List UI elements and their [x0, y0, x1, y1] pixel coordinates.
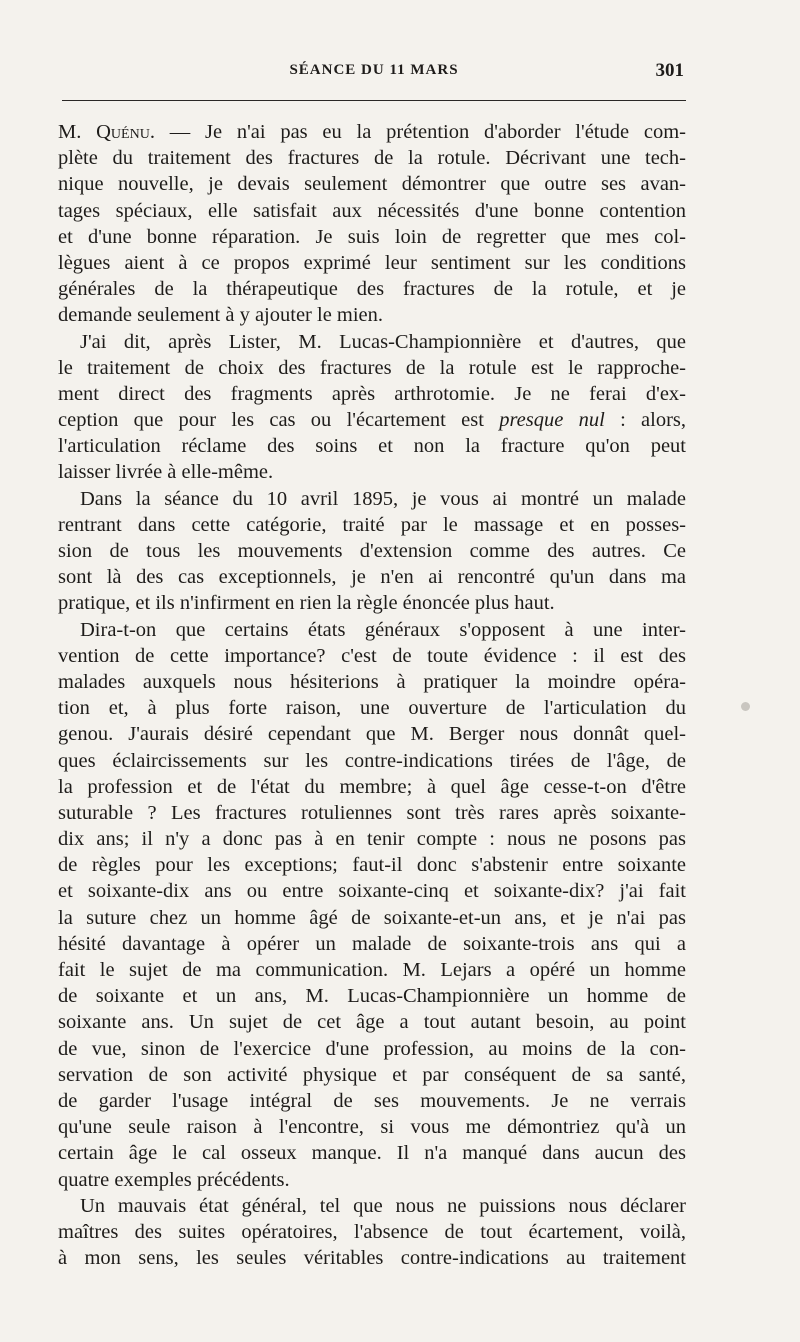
paper-speck	[741, 702, 750, 711]
text-line: la suture chez un homme âgé de soixante-et-un ans, et je n'ai pas	[58, 906, 686, 929]
text-line: vention de cette importance? c'est de toute évidence : il est des	[58, 644, 686, 667]
text-line: ment direct des fragments après arthrotomie. Je ne ferai d'ex-	[58, 382, 686, 405]
text-line: qu'une seule raison à l'encontre, si vous me démontriez qu'à un	[58, 1116, 686, 1139]
text-line: certain âge le cal osseux manque. Il n'a manqué dans aucun des	[58, 1142, 686, 1165]
body-text	[58, 119, 686, 1271]
text-line: tion et, à plus forte raison, une ouverture de l'articulation du	[58, 697, 686, 720]
text-line: le traitement de choix des fractures de la rotule est le rapproche-	[58, 356, 686, 379]
text-line: genou. J'aurais désiré cependant que M. Berger nous donnât quel-	[58, 723, 686, 746]
text-line: soixante ans. Un sujet de cet âge a tout autant besoin, au point	[58, 1011, 686, 1034]
text-line: de règles pour les exceptions; faut-il donc s'abstenir entre soixante	[58, 854, 686, 877]
text-line: suturable ? Les fractures rotuliennes sont très rares après soixante-	[58, 801, 686, 824]
text-line: demande seulement à y ajouter le mien.	[58, 304, 384, 327]
text-line: à mon sens, les seules véritables contre-indications au traitement	[58, 1247, 686, 1270]
text-line: générales de la thérapeutique des fractures de la rotule, et je	[58, 278, 686, 301]
text-line: sont là des cas exceptionnels, je n'en ai rencontré qu'un dans ma	[58, 566, 686, 589]
text-line: servation de son activité physique et par conséquent de sa santé,	[58, 1063, 686, 1086]
text-line: J'ai dit, après Lister, M. Lucas-Championnière et d'autres, que	[80, 330, 686, 353]
text-line: lègues aient à ce propos exprimé leur sentiment sur les conditions	[58, 251, 686, 274]
italic-phrase: presque nul	[499, 409, 605, 432]
text-line: nique nouvelle, je devais seulement démontrer que outre ses avan-	[58, 173, 686, 196]
text-line: M. Quénu. — Je n'ai pas eu la prétention d'aborder l'étude com-	[58, 121, 686, 143]
text-line: rentrant dans cette catégorie, traité par le massage et en posses-	[58, 513, 686, 536]
text-line: de garder l'usage intégral de ses mouvements. Je ne verrais	[58, 1089, 686, 1112]
speaker-name: Quénu	[96, 121, 150, 143]
text-line: la profession et de l'état du membre; à quel âge cesse-t-on d'être	[58, 775, 686, 798]
header-rule	[62, 100, 686, 101]
text-line: hésité davantage à opérer un malade de soixante-trois ans qui a	[58, 932, 686, 955]
text-line: plète du traitement des fractures de la rotule. Décrivant une tech-	[58, 147, 686, 170]
text-line: malades auxquels nous hésiterions à pratiquer la moindre opéra-	[58, 670, 686, 693]
text-line: pratique, et ils n'infirment en rien la règle énoncée plus haut.	[58, 592, 555, 615]
text-line: laisser livrée à elle-même.	[58, 461, 274, 484]
text-line: Dans la séance du 10 avril 1895, je vous ai montré un malade	[80, 487, 686, 510]
text-line: sion de tous les mouvements d'extension comme des autres. Ce	[58, 540, 686, 562]
text-line: et d'une bonne réparation. Je suis loin de regretter que mes col-	[58, 225, 686, 248]
text-line: fait le sujet de ma communication. M. Lejars a opéré un homme	[58, 959, 686, 981]
text-line: Dira-t-on que certains états généraux s'opposent à une inter-	[80, 618, 686, 641]
running-head: SÉANCE DU 11 MARS	[289, 62, 459, 78]
text-line: dix ans; il n'y a donc pas à en tenir compte : nous ne posons pas	[58, 828, 686, 851]
text-line: tages spéciaux, elle satisfait aux nécessités d'une bonne contention	[58, 199, 686, 222]
text-line: ques éclaircissements sur les contre-indications tirées de l'âge, de	[58, 749, 686, 772]
text-line: maîtres des suites opératoires, l'absence de tout écartement, voilà,	[58, 1220, 686, 1243]
text-line: Un mauvais état général, tel que nous ne puissions nous déclarer	[80, 1194, 686, 1217]
page-header	[62, 60, 686, 90]
text-line: de soixante et un ans, M. Lucas-Championnière un homme de	[58, 985, 686, 1008]
text-line: quatre exemples précédents.	[58, 1168, 290, 1191]
text-line: de vue, sinon de l'exercice d'une profession, au moins de la con-	[58, 1037, 686, 1060]
page-number: 301	[655, 60, 684, 81]
text-line: l'articulation réclame des soins et non la fracture qu'on peut	[58, 435, 686, 458]
text-line: et soixante-dix ans ou entre soixante-cinq et soixante-dix? j'ai fait	[58, 880, 686, 903]
text-line: ception que pour les cas ou l'écartement est presque nul : alors,	[58, 409, 687, 432]
